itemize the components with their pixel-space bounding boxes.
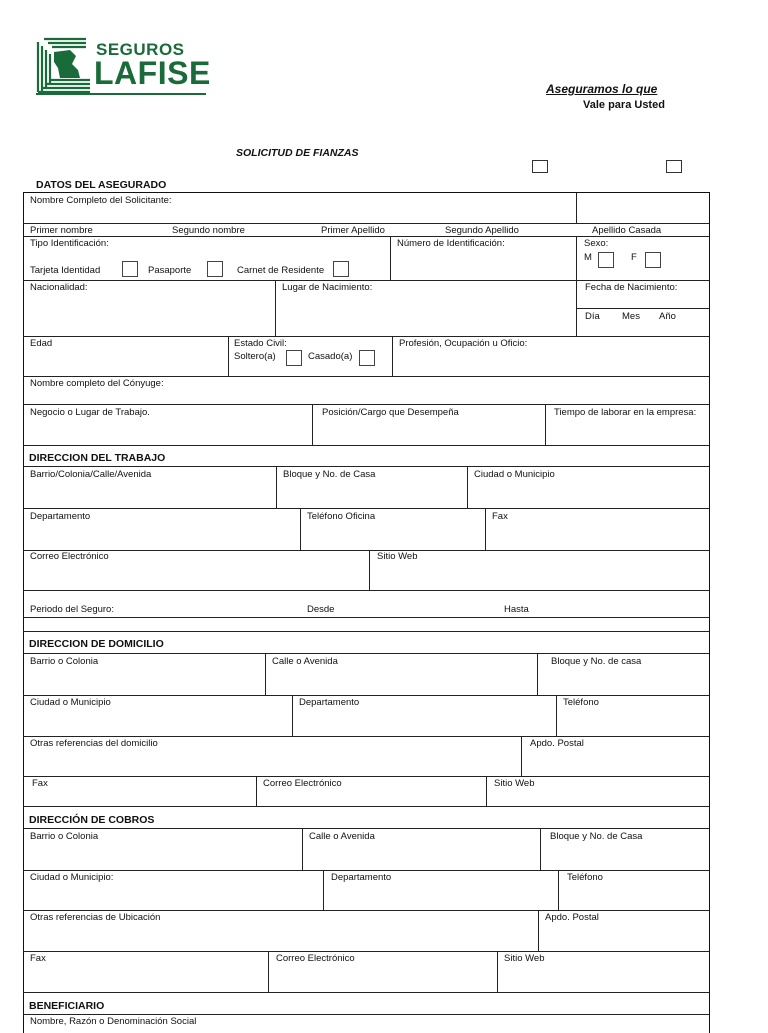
- domicilio-telefono-label: Teléfono: [563, 697, 599, 708]
- divider: [23, 336, 709, 337]
- trabajo-telefono-label: Teléfono Oficina: [307, 511, 376, 522]
- sexo-m-label: M: [584, 252, 592, 263]
- segundo-nombre-label: Segundo nombre: [172, 225, 245, 236]
- anio-label: Año: [659, 311, 676, 322]
- trabajo-sitio-label: Sitio Web: [377, 551, 418, 562]
- divider: [540, 828, 541, 870]
- domicilio-barrio-label: Barrio o Colonia: [30, 656, 99, 667]
- divider: [23, 653, 709, 654]
- logo-underline: [36, 93, 206, 95]
- divider: [23, 992, 709, 993]
- divider: [312, 404, 313, 445]
- numero-id-label: Número de Identificación:: [397, 238, 505, 249]
- slogan-line-2: Vale para Usted: [583, 99, 665, 111]
- cobros-otras-label: Otras referencias de Ubicación: [30, 912, 161, 923]
- tipo-id-label: Tipo Identificación:: [30, 238, 109, 249]
- sexo-f-checkbox[interactable]: [645, 252, 661, 268]
- divider: [485, 508, 486, 550]
- carnet-label: Carnet de Residente: [237, 265, 325, 276]
- cobros-ciudad-label: Ciudad o Municipio:: [30, 872, 114, 883]
- divider: [23, 776, 709, 777]
- divider: [576, 236, 577, 280]
- divider: [23, 223, 709, 224]
- cobros-telefono-label: Teléfono: [567, 872, 603, 883]
- divider: [576, 193, 577, 223]
- section-direccion-trabajo: DIRECCION DEL TRABAJO: [29, 452, 166, 464]
- sexo-f-label: F: [631, 252, 637, 263]
- tarjeta-label: Tarjeta Identidad: [30, 265, 101, 276]
- estado-civil-label: Estado Civil:: [234, 338, 287, 349]
- logo-map-icon: [36, 36, 92, 94]
- divider: [228, 336, 229, 376]
- mes-label: Mes: [622, 311, 640, 322]
- trabajo-ciudad-label: Ciudad o Municipio: [474, 469, 555, 480]
- divider: [556, 695, 557, 736]
- trabajo-departamento-label: Departamento: [30, 511, 91, 522]
- cobros-barrio-label: Barrio o Colonia: [30, 831, 99, 842]
- pasaporte-checkbox[interactable]: [207, 261, 223, 277]
- domicilio-departamento-label: Departamento: [299, 697, 360, 708]
- negocio-label: Negocio o Lugar de Trabajo.: [30, 407, 150, 418]
- slogan-line-1: Aseguramos lo que: [546, 82, 658, 96]
- nombre-completo-label: Nombre Completo del Solicitante:: [30, 195, 172, 206]
- divider: [23, 631, 709, 632]
- domicilio-sitio-label: Sitio Web: [494, 778, 535, 789]
- divider: [23, 695, 709, 696]
- divider: [576, 308, 709, 309]
- top-checkbox-2[interactable]: [666, 160, 682, 173]
- divider: [538, 910, 539, 951]
- tiempo-label: Tiempo de laborar en la empresa:: [554, 407, 697, 418]
- cobros-correo-label: Correo Electrónico: [276, 953, 355, 964]
- conyuge-label: Nombre completo del Cónyuge:: [30, 378, 164, 389]
- divider: [467, 466, 468, 508]
- divider: [292, 695, 293, 736]
- pasaporte-label: Pasaporte: [148, 265, 192, 276]
- divider: [23, 951, 709, 952]
- divider: [23, 590, 709, 591]
- divider: [390, 236, 391, 280]
- profesion-label: Profesión, Ocupación u Oficio:: [399, 338, 528, 349]
- trabajo-bloque-label: Bloque y No. de Casa: [283, 469, 376, 480]
- divider: [23, 236, 709, 237]
- divider: [275, 280, 276, 336]
- primer-apellido-label: Primer Apellido: [321, 225, 385, 236]
- divider: [369, 550, 370, 590]
- casado-label: Casado(a): [308, 351, 353, 362]
- section-datos-asegurado: DATOS DEL ASEGURADO: [36, 179, 167, 191]
- divider: [545, 404, 546, 445]
- divider: [23, 376, 709, 377]
- divider: [23, 445, 709, 446]
- trabajo-barrio-label: Barrio/Colonia/Calle/Avenida: [30, 469, 152, 480]
- divider: [23, 910, 709, 911]
- domicilio-otras-label: Otras referencias del domicilio: [30, 738, 158, 749]
- edad-label: Edad: [30, 338, 53, 349]
- section-beneficiario: BENEFICIARIO: [29, 1000, 105, 1012]
- divider: [276, 466, 277, 508]
- divider: [23, 617, 709, 618]
- divider: [497, 951, 498, 992]
- divider: [23, 1014, 709, 1015]
- divider: [521, 736, 522, 776]
- form-title: SOLICITUD DE FIANZAS: [236, 147, 359, 159]
- carnet-checkbox[interactable]: [333, 261, 349, 277]
- divider: [23, 404, 709, 405]
- domicilio-ciudad-label: Ciudad o Municipio: [30, 697, 111, 708]
- divider: [23, 508, 709, 509]
- dia-label: Día: [585, 311, 600, 322]
- divider: [302, 828, 303, 870]
- tarjeta-checkbox[interactable]: [122, 261, 138, 277]
- casado-checkbox[interactable]: [359, 350, 375, 366]
- beneficiario-nombre-label: Nombre, Razón o Denominación Social: [30, 1016, 197, 1027]
- apellido-casada-label: Apellido Casada: [592, 225, 662, 236]
- fecha-nacimiento-label: Fecha de Nacimiento:: [585, 282, 678, 293]
- company-logo: [36, 36, 211, 96]
- hasta-label: Hasta: [504, 604, 529, 615]
- divider: [23, 806, 709, 807]
- logo-top-text: SEGUROS: [96, 40, 185, 59]
- sexo-m-checkbox[interactable]: [598, 252, 614, 268]
- cobros-departamento-label: Departamento: [331, 872, 392, 883]
- lugar-nacimiento-label: Lugar de Nacimiento:: [282, 282, 373, 293]
- divider: [256, 776, 257, 806]
- divider: [23, 550, 709, 551]
- desde-label: Desde: [307, 604, 335, 615]
- divider: [323, 870, 324, 910]
- cobros-sitio-label: Sitio Web: [504, 953, 545, 964]
- divider: [23, 870, 709, 871]
- form-frame: [23, 192, 710, 1033]
- divider: [268, 951, 269, 992]
- sexo-label: Sexo:: [584, 238, 609, 249]
- primer-nombre-label: Primer nombre: [30, 225, 93, 236]
- top-checkbox-1[interactable]: [532, 160, 548, 173]
- cobros-calle-label: Calle o Avenida: [309, 831, 375, 842]
- trabajo-fax-label: Fax: [492, 511, 508, 522]
- logo-main-text: LAFISE: [94, 55, 211, 91]
- divider: [23, 828, 709, 829]
- domicilio-bloque-label: Bloque y No. de casa: [551, 656, 642, 667]
- section-direccion-cobros: DIRECCIÓN DE COBROS: [29, 814, 155, 826]
- divider: [23, 280, 709, 281]
- domicilio-correo-label: Correo Electrónico: [263, 778, 342, 789]
- soltero-label: Soltero(a): [234, 351, 276, 362]
- posicion-label: Posición/Cargo que Desempeña: [322, 407, 459, 418]
- divider: [265, 653, 266, 695]
- segundo-apellido-label: Segundo Apellido: [445, 225, 519, 236]
- divider: [558, 870, 559, 910]
- domicilio-apdo-label: Apdo. Postal: [530, 738, 584, 749]
- cobros-apdo-label: Apdo. Postal: [545, 912, 599, 923]
- cobros-fax-label: Fax: [30, 953, 46, 964]
- nacionalidad-label: Nacionalidad:: [30, 282, 88, 293]
- soltero-checkbox[interactable]: [286, 350, 302, 366]
- trabajo-correo-label: Correo Electrónico: [30, 551, 109, 562]
- divider: [23, 466, 709, 467]
- divider: [23, 736, 709, 737]
- section-direccion-domicilio: DIRECCION DE DOMICILIO: [29, 638, 164, 650]
- divider: [300, 508, 301, 550]
- divider: [537, 653, 538, 695]
- domicilio-calle-label: Calle o Avenida: [272, 656, 338, 667]
- periodo-label: Periodo del Seguro:: [30, 604, 114, 615]
- domicilio-fax-label: Fax: [32, 778, 48, 789]
- divider: [486, 776, 487, 806]
- cobros-bloque-label: Bloque y No. de Casa: [550, 831, 643, 842]
- divider: [392, 336, 393, 376]
